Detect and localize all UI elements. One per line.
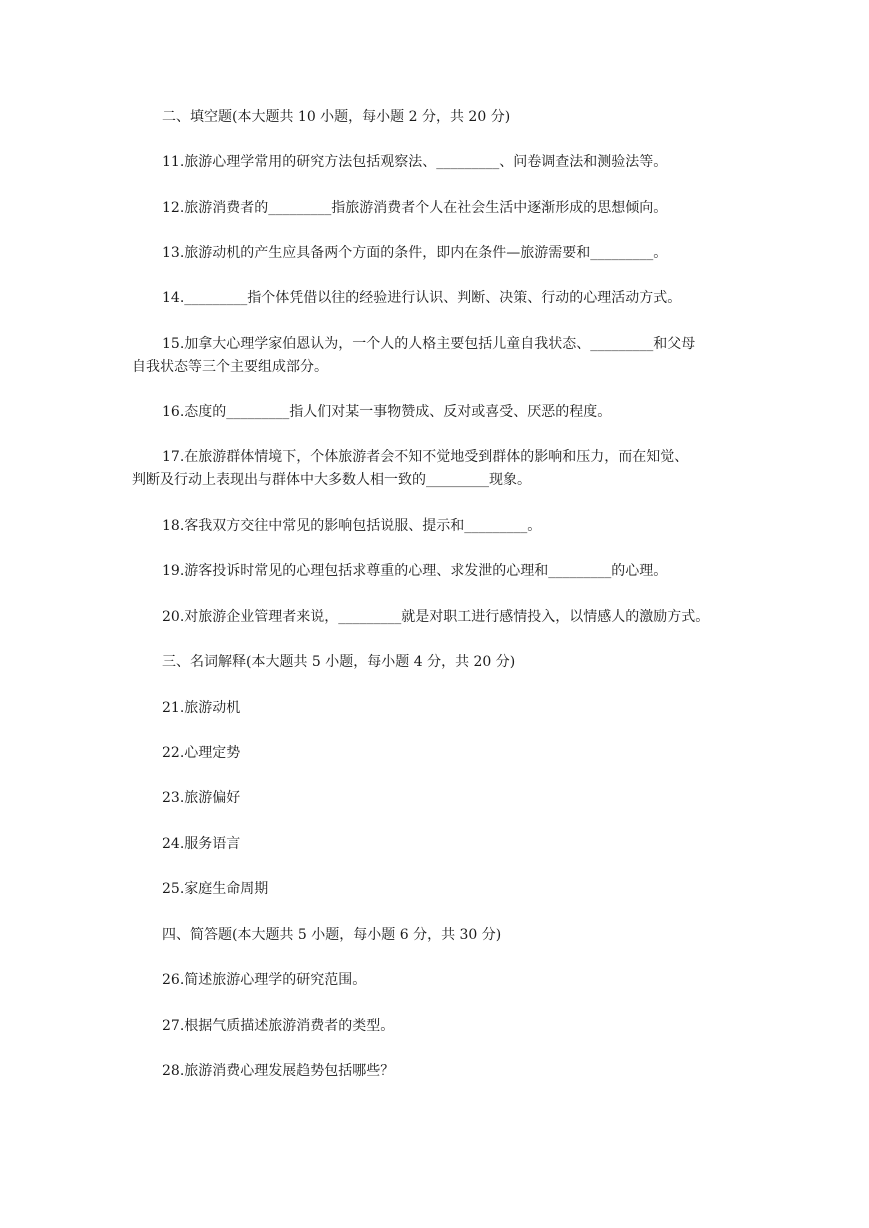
question-26: 26.简述旅游心理学的研究范围。 [162, 972, 367, 988]
question-16: 16.态度的_________指人们对某一事物赞成、反对或喜受、厌恶的程度。 [162, 404, 612, 420]
question-24: 24.服务语言 [162, 836, 241, 852]
question-25: 25.家庭生命周期 [162, 881, 269, 897]
question-11: 11.旅游心理学常用的研究方法包括观察法、_________、问卷调查法和测验法等。 [162, 154, 668, 170]
question-15-line-1: 15.加拿大心理学家伯恩认为，一个人的人格主要包括儿童自我状态、_________和父母 [162, 336, 696, 352]
question-18: 18.客我双方交往中常见的影响包括说服、提示和_________。 [162, 518, 542, 534]
question-28: 28.旅游消费心理发展趋势包括哪些？ [162, 1063, 395, 1079]
question-20: 20.对旅游企业管理者来说，_________就是对职工进行感情投入，以情感人的激励方式。 [162, 609, 710, 625]
question-17-line-1: 17.在旅游群体情境下，个体旅游者会不知不觉地受到群体的影响和压力，而在知觉、 [162, 449, 689, 465]
fill-blank-heading: 二、填空题(本大题共 10 小题，每小题 2 分，共 20 分) [162, 109, 511, 125]
question-21: 21.旅游动机 [162, 700, 241, 716]
question-27: 27.根据气质描述旅游消费者的类型。 [162, 1018, 395, 1034]
question-14: 14._________指个体凭借以往的经验进行认识、判断、决策、行动的心理活动方式。 [162, 290, 682, 306]
question-15-line-2: 自我状态等三个主要组成部分。 [132, 359, 328, 375]
terms-heading: 三、名词解释(本大题共 5 小题，每小题 4 分，共 20 分) [162, 654, 516, 670]
question-12: 12.旅游消费者的_________指旅游消费者个人在社会生活中逐渐形成的思想倾向。 [162, 200, 668, 216]
short-answer-heading: 四、简答题(本大题共 5 小题，每小题 6 分，共 30 分) [162, 927, 502, 943]
question-13: 13.旅游动机的产生应具备两个方面的条件，即内在条件—旅游需要和_________。 [162, 245, 668, 261]
question-23: 23.旅游偏好 [162, 790, 241, 806]
question-19: 19.游客投诉时常见的心理包括求尊重的心理、求发泄的心理和_________的心理。 [162, 563, 668, 579]
question-17-line-2: 判断及行动上表现出与群体中大多数人相一致的_________现象。 [132, 472, 531, 488]
question-22: 22.心理定势 [162, 745, 241, 761]
